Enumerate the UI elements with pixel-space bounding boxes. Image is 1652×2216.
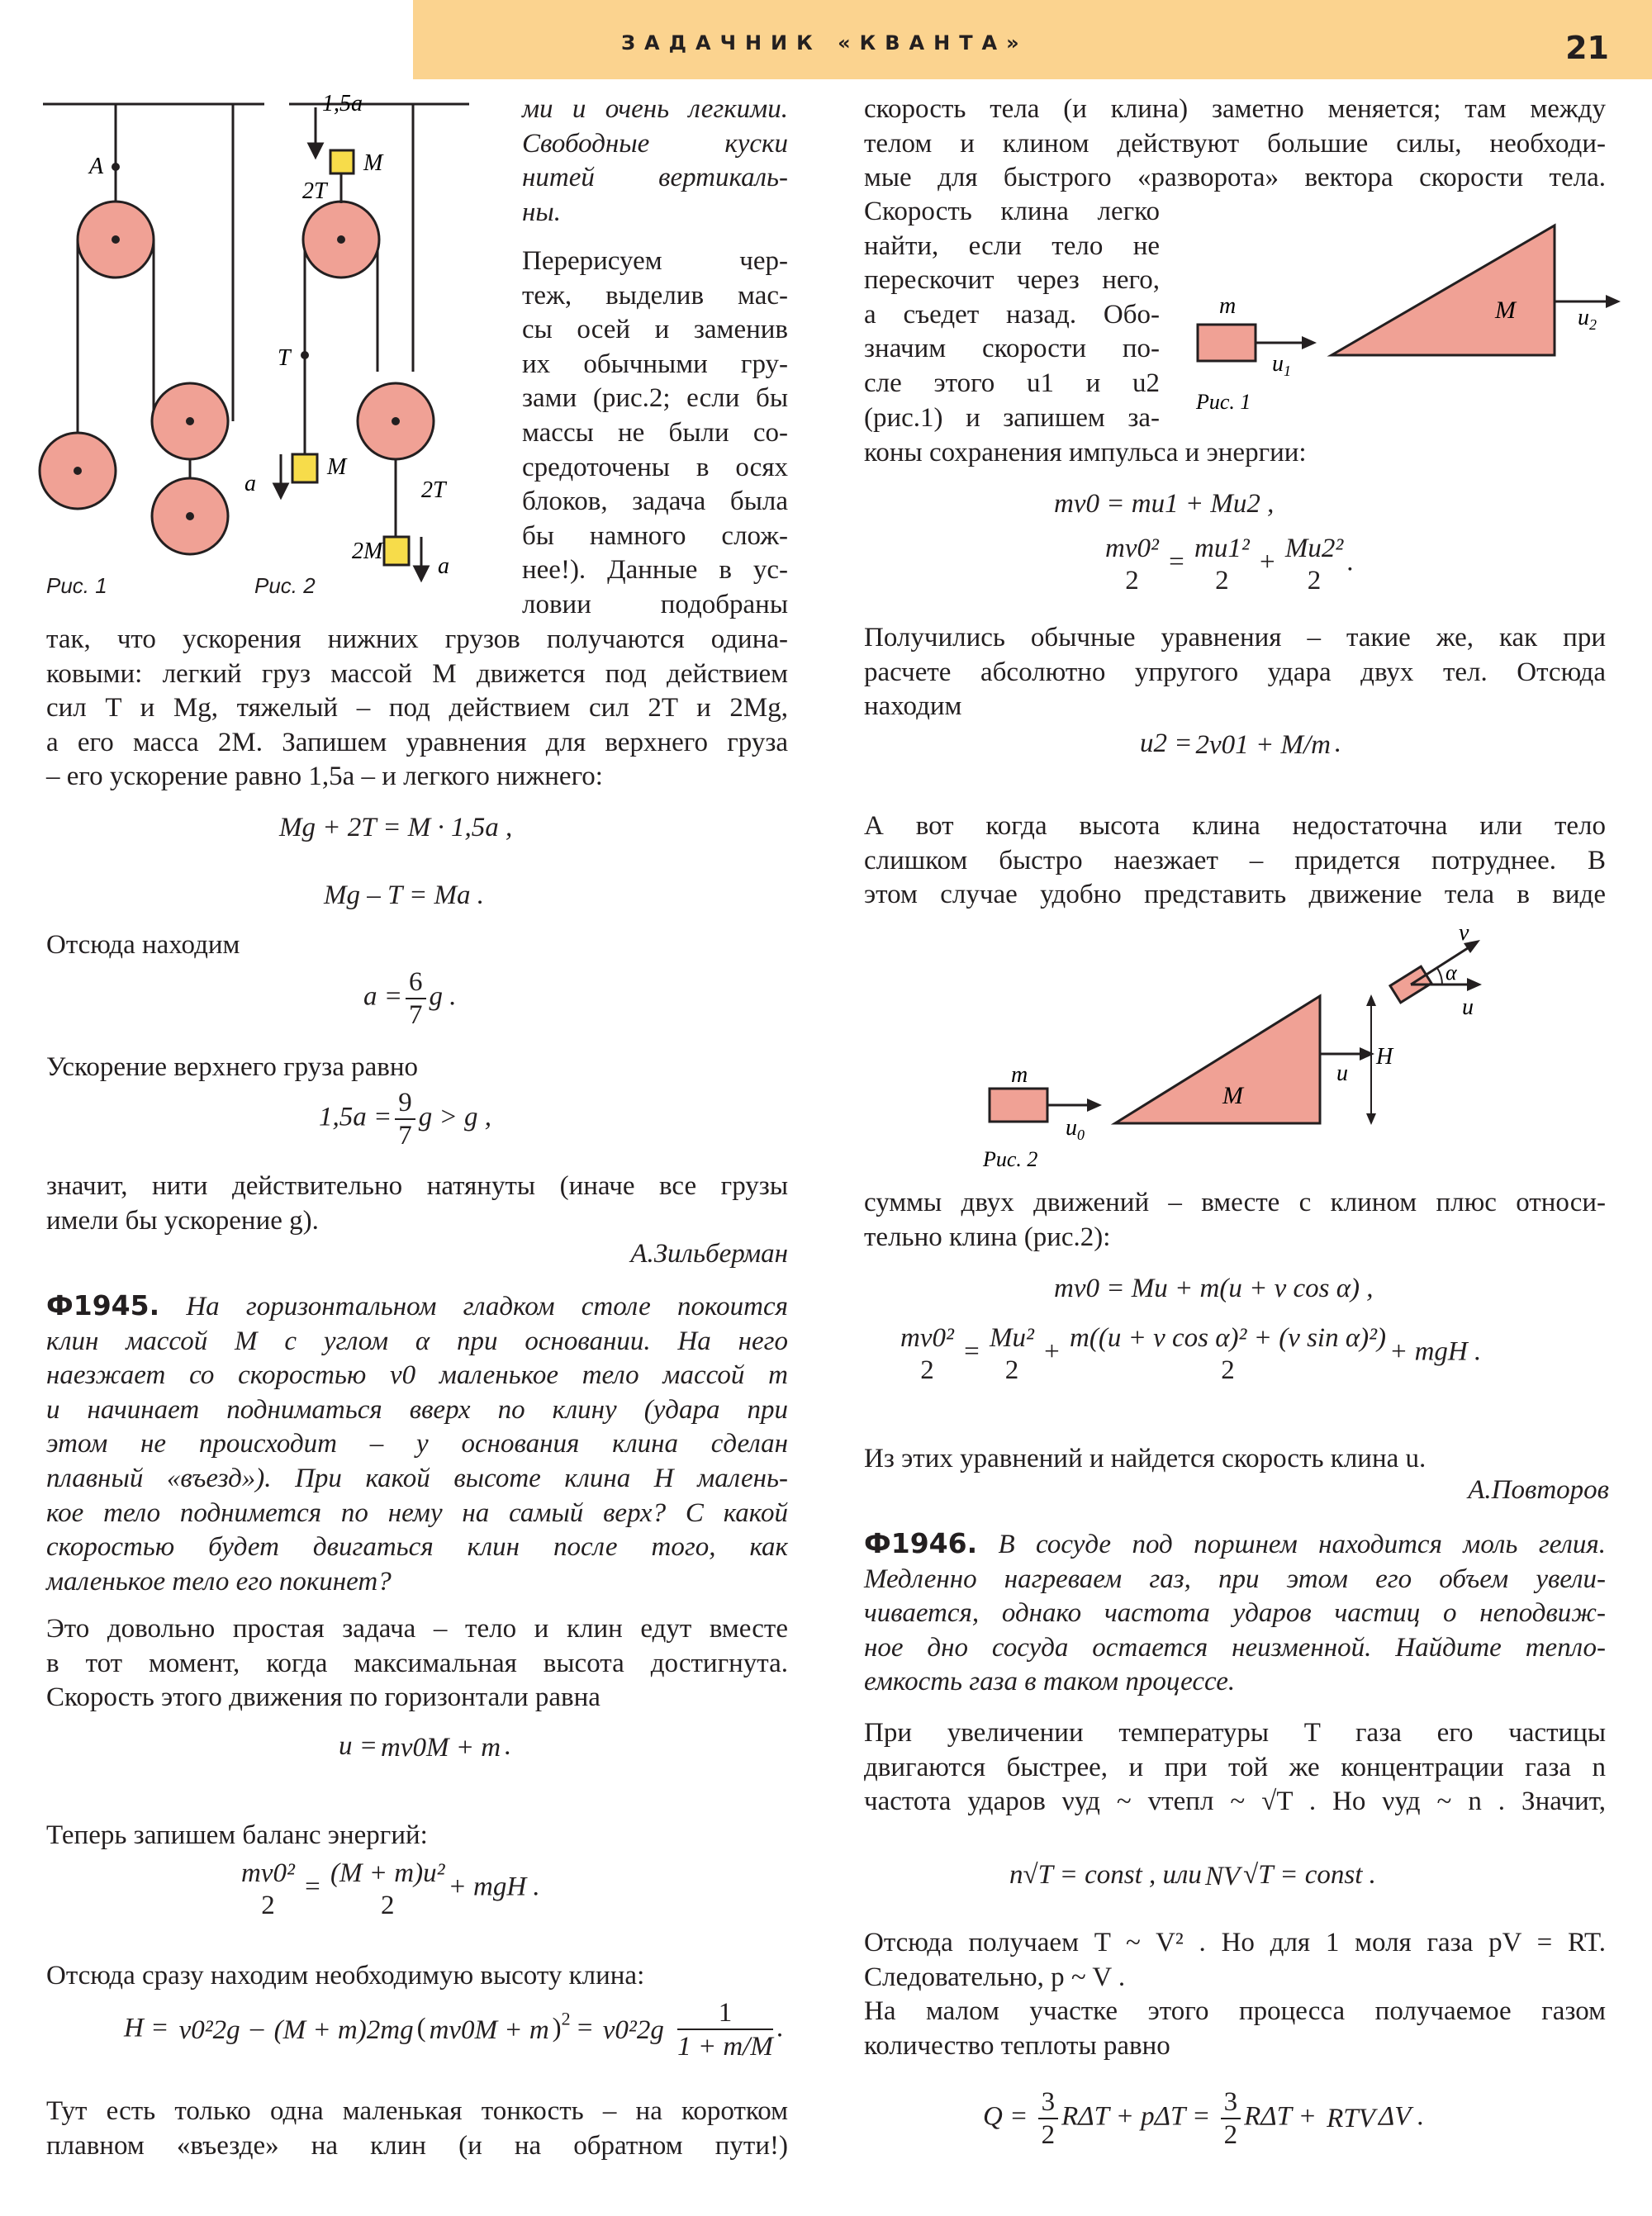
eq6: mv0² 2 = (M + m)u² 2 + mgH .: [241, 1858, 540, 1920]
solution-1945: [46, 1612, 788, 1715]
weight-M-top: [330, 150, 354, 173]
text-line: кое тело поднимется по нему на самый верх? С какой: [46, 1497, 788, 1528]
text-line: количество теплоты равно: [864, 2030, 1170, 2061]
right-top-text: [864, 93, 1606, 196]
problem-1946: [864, 1526, 1606, 1700]
label-T: T: [278, 345, 291, 371]
label-1-5a: 1,5a: [322, 91, 363, 116]
text-line: а его масса 2M. Запишем уравнения для верхнего груза: [46, 727, 788, 757]
body-m: [990, 1089, 1047, 1122]
text-line: значит, нити действительно натянуты (иначе все грузы: [46, 1171, 788, 1201]
text-line: плавный «въезд»). При какой высоте клина H малень-: [46, 1463, 788, 1493]
wedge2-caption: Рис. 2: [983, 1147, 1038, 1171]
text-height: Отсюда сразу находим необходимую высоту клина:: [46, 1961, 645, 1991]
text-line: сил T и Mg, тяжелый – под действием сил 2T и 2Mg,: [46, 693, 788, 724]
text-find: Отсюда находим: [46, 930, 240, 960]
text-line: Скорость этого движения по горизонтали равна: [46, 1682, 601, 1713]
wedge2-label-H: H: [1376, 1044, 1393, 1070]
text-line: скорость тела (и клина) заметно меняется; там между: [864, 94, 1606, 124]
text-line: двигаются быстрее, и при той же концентрации газа n: [864, 1752, 1606, 1782]
wedge-figure-1: [1173, 211, 1635, 417]
text-line: телом и клином действуют большие силы, необходи-: [864, 128, 1606, 159]
text-line: перескочит через него,: [864, 265, 1160, 296]
text-line: плавном «въезде» на клин (и на обратном пути!): [46, 2130, 788, 2161]
eq9: mv0² 2 = mu1² 2 + Mu2² 2 .: [1105, 534, 1354, 596]
wedge-figure-2: [975, 925, 1520, 1173]
signature-zilberman: А.Зильберман: [630, 1239, 788, 1269]
weight-2M: [384, 537, 409, 565]
text-line: этом не происходит – у основания клина сделан: [46, 1429, 788, 1459]
wedge1-label-u1: $u_1$: [1272, 351, 1291, 379]
label-M-top: M: [363, 150, 383, 176]
wedge2-label-alpha: α: [1446, 961, 1457, 985]
text-line: теж, выделив мас-: [522, 280, 788, 311]
eq3: a = $\frac{6}{7}$ g .: [363, 967, 457, 1030]
text-line: ми и очень легкими.: [522, 94, 788, 124]
text-line: сле этого u1 и u2: [864, 368, 1160, 398]
text-line: Отсюда получаем T ~ V² . Но для 1 моля газа pV = RT.: [864, 1928, 1606, 1957]
wedge2-label-u0: $u_0$: [1066, 1115, 1085, 1143]
text-line: сы осей и заменив: [522, 315, 788, 345]
eq7: H = v0²2g – (M + m)2mg ( mv0M + m )$^2$ = v0²2g $\frac{1}{1 + m/M}$ .: [124, 1998, 784, 2062]
eq12: mv0² 2 = Mu² 2 + m((u + v cos α)² + (v sin α)²) 2 + mgH .: [900, 1323, 1482, 1385]
text-line: нее!). Данные в ус-: [522, 555, 788, 586]
weight-M-bottom: [292, 454, 317, 482]
text-line: этом случае удобно представить движение тела в виде: [864, 880, 1606, 910]
label-A: A: [89, 154, 104, 179]
wedge1-label-M: M: [1495, 297, 1516, 324]
text-line: ное дно сосуда остается неизменной. Найдите тепло-: [864, 1632, 1606, 1663]
problem-number: Ф1945.: [46, 1289, 160, 1322]
text-line: в тот момент, когда максимальная высота достигнута.: [46, 1648, 788, 1678]
label-a-left: a: [244, 471, 256, 496]
wedge1-label-m: m: [1219, 293, 1237, 319]
wedge2-label-u: u: [1462, 994, 1474, 1020]
text-line: Скорость клина легко: [864, 197, 1160, 226]
text-line: Тут есть только одна маленькая тонкость – на коротком: [46, 2096, 788, 2126]
right-conclusion: [864, 1926, 1606, 2063]
eq14: Q = $\frac{3}{2}$ RΔT + pΔT = $\frac{3}{2}$ RΔT + RTV ΔV .: [983, 2087, 1425, 2150]
text-from: Из этих уравнений и найдется скорость клина u.: [864, 1444, 1427, 1473]
wedge-M: [1115, 996, 1320, 1123]
right-hard: [864, 809, 1606, 913]
text-line: На малом участке этого процесса получаемое газом: [864, 1996, 1606, 2027]
text-line: блоков, задача была: [522, 486, 788, 517]
text-line: их обычными гру-: [522, 349, 788, 379]
label-2T-bottom: 2T: [421, 477, 446, 503]
left-wrap-text: [522, 244, 788, 623]
text-line: Это довольно простая задача – тело и клин едут вместе: [46, 1614, 788, 1644]
text-line: ны.: [522, 197, 561, 227]
wedge2-label-u-wall: u: [1336, 1061, 1348, 1086]
header-band: [413, 0, 1652, 79]
pulley-fig1-caption: Рис. 1: [46, 573, 107, 598]
wedge-M: [1332, 225, 1555, 355]
left-conclusion: [46, 1170, 788, 1238]
text-line: нитей вертикаль-: [522, 163, 788, 193]
text-line: маленькое тело его покинет?: [46, 1566, 392, 1597]
eq8: mv0 = mu1 + Mu2 ,: [1054, 489, 1275, 519]
eq13: n√T = const , или NV √T = const .: [1009, 1860, 1376, 1892]
text-line: суммы двух движений – вместе с клином плюс относи-: [864, 1188, 1606, 1217]
text-line: скоростью будет двигаться клин после того, как: [46, 1532, 788, 1563]
text-line: ковыми: легкий груз массой M движется под действием: [46, 658, 788, 689]
text-line: Перерисуем чер-: [522, 246, 788, 276]
wedge1-caption: Рис. 1: [1196, 390, 1251, 414]
text-line: так, что ускорения нижних грузов получаются одина-: [46, 624, 788, 654]
text-line: Следовательно, p ~ V .: [864, 1962, 1126, 1992]
text-line: имели бы ускорение g).: [46, 1205, 319, 1236]
text-line: расчете абсолютно упругого удара двух тел. Отсюда: [864, 657, 1606, 687]
text-line: – его ускорение равно 1,5a – и легкого нижнего:: [46, 762, 603, 792]
eq10: u2 = 2v01 + M/m .: [1140, 728, 1341, 761]
text-line: бы намного слож-: [522, 520, 788, 551]
text-line: тельно клина (рис.2):: [864, 1222, 1111, 1252]
text-laws: коны сохранения импульса и энергии:: [864, 438, 1307, 467]
text-line: А вот когда высота клина недостаточна или тело: [864, 811, 1606, 841]
pulley-fig2-caption: Рис. 2: [254, 573, 316, 598]
text-line: Медленно нагреваем газ, при этом его объем увели-: [864, 1564, 1606, 1594]
text-line: найти, если тело не: [864, 230, 1160, 261]
label-M-bottom: M: [327, 454, 347, 480]
journal-section-title: ЗАДАЧНИК «КВАНТА»: [621, 31, 1028, 55]
text-line: мые для быстрого «разворота» вектора скорости тела.: [864, 163, 1606, 193]
text-line: находим: [864, 691, 962, 722]
text-line: емкость газа в таком процессе.: [864, 1667, 1236, 1697]
text-line: средоточены в осях: [522, 452, 788, 482]
body-m: [1198, 325, 1256, 361]
text-line: чивается, однако частота ударов частиц о неподвиж-: [864, 1598, 1606, 1629]
pulley-figures: [25, 91, 504, 619]
right-usual: [864, 621, 1606, 724]
text-line: ловии подобраны: [522, 589, 788, 619]
eq4: 1,5a = $\frac{9}{7}$ g > g ,: [319, 1088, 492, 1151]
text-line: зами (рис.2; если бы: [522, 383, 788, 414]
text-line: наезжает со скоростью v0 маленькое тело массой m: [46, 1360, 788, 1391]
text-line: Свободные куски: [522, 128, 788, 159]
text-line: частота ударов νуд ~ vтепл ~ √T . Но νуд ~ n . Значит,: [864, 1787, 1606, 1817]
wedge2-label-v: v: [1459, 925, 1469, 946]
signature-povtorov: А.Повторов: [1468, 1475, 1609, 1505]
eq2: Mg – T = Ma .: [324, 880, 485, 910]
label-2M: 2M: [352, 539, 383, 564]
text-line: массы не были со-: [522, 417, 788, 448]
problem-1945: [46, 1288, 788, 1599]
text-line: клин массой M с углом α при основании. На него: [46, 1326, 788, 1356]
text-balance: Теперь запишем баланс энергий:: [46, 1820, 428, 1850]
wedge1-label-u2: $u_2$: [1578, 305, 1597, 333]
eq5: u = mv0M + m .: [339, 1731, 511, 1763]
wedge2-label-m: m: [1011, 1062, 1028, 1088]
right-narrow-text: [864, 195, 1160, 435]
text-line: значим скорости по-: [864, 334, 1160, 364]
text-line: Ф1946. В сосуде под поршнем находится моль гелия.: [864, 1527, 1606, 1559]
text-line: (рис.1) и запишем за-: [864, 402, 1160, 433]
left-full-text: [46, 623, 788, 795]
problem-number: Ф1946.: [864, 1527, 978, 1559]
label-a-right: a: [438, 553, 449, 579]
text-line: слишком быстро наезжает – придется потруднее. В: [864, 845, 1606, 875]
text-line: и начинает подниматься вверх по клину (удара при: [46, 1394, 788, 1425]
left-last-lines: [46, 2095, 788, 2163]
left-wrap-italic: [522, 93, 788, 230]
text-line: При увеличении температуры T газа его частицы: [864, 1718, 1606, 1748]
right-sum: [864, 1186, 1606, 1255]
page-number: 21: [1565, 30, 1609, 66]
text-upper-acc: Ускорение верхнего груза равно: [46, 1052, 418, 1082]
eq11: mv0 = Mu + m(u + v cos α) ,: [1054, 1274, 1374, 1303]
solution-1946: [864, 1716, 1606, 1820]
text-line: Получились обычные уравнения – такие же, как при: [864, 623, 1606, 652]
text-line: а съедет назад. Обо-: [864, 299, 1160, 330]
text-line: Ф1945. На горизонтальном гладком столе покоится: [46, 1289, 788, 1322]
label-2T-top: 2T: [302, 178, 327, 204]
wedge2-label-M: M: [1222, 1082, 1243, 1109]
eq1: Mg + 2T = M · 1,5a ,: [279, 813, 513, 842]
